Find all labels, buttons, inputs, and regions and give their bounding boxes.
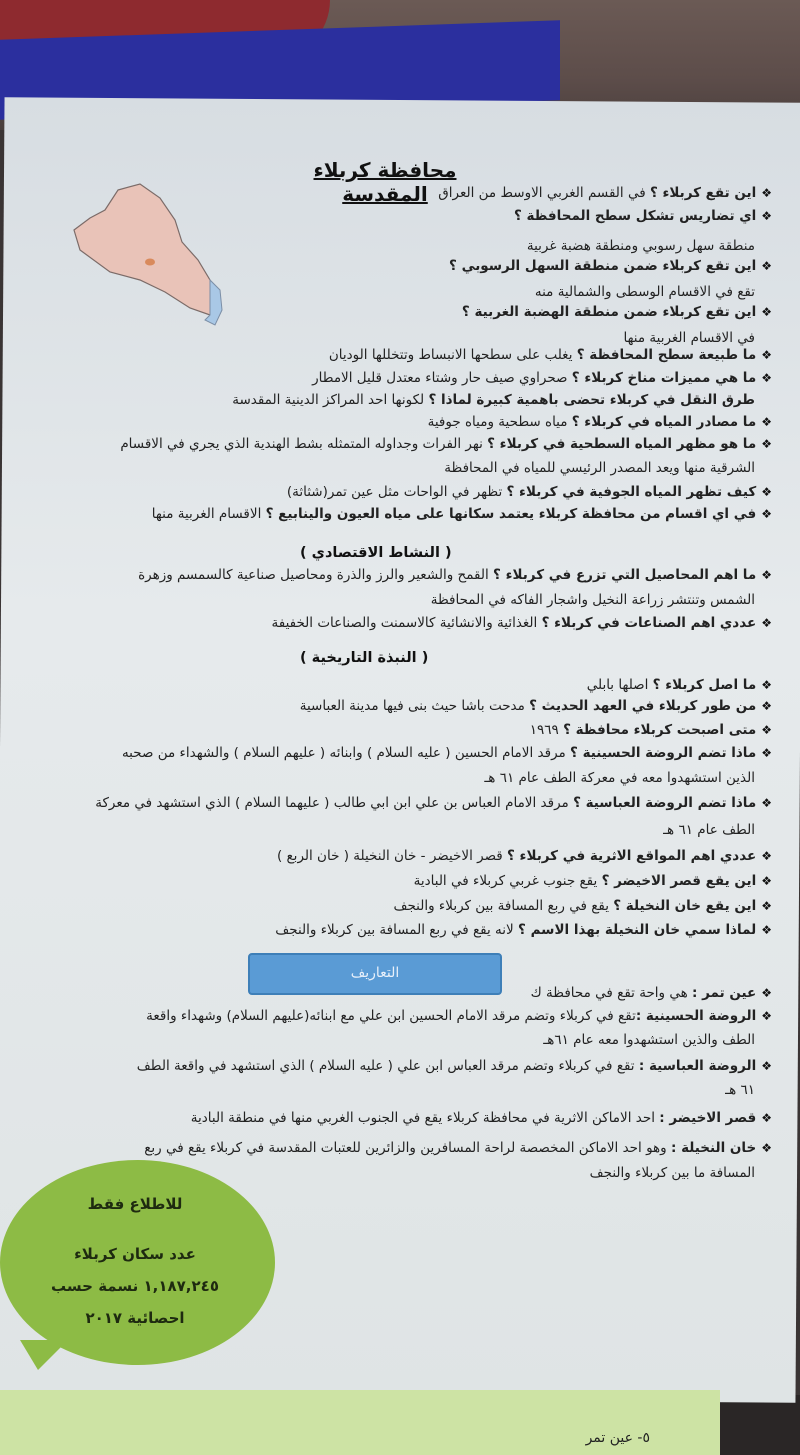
lines-line: [444, 460, 755, 476]
definitions-line: [531, 985, 772, 1001]
question-text: لماذا سمي خان النخيلة بهذا الاسم ؟: [518, 922, 757, 938]
answer-text: الاقسام الغربية منها: [151, 506, 266, 522]
economy-lines-line: [431, 592, 755, 608]
bullet-icon: ❖: [761, 371, 772, 385]
answer-text: تقع في كربلاء وتضم مرقد العباس ابن علي ( عليه السلام ) الذي استشهد في واقعة الطف: [136, 1058, 639, 1074]
bullet-icon: ❖: [761, 1141, 772, 1155]
bullet-icon: ❖: [761, 305, 772, 319]
history-lines-line: [484, 770, 755, 786]
answer-text: المسافة ما بين كربلاء والنجف: [589, 1165, 755, 1181]
answer-text: قصر الاخيضر - خان النخيلة ( خان الربع ): [276, 848, 508, 864]
history-lines-line: [275, 922, 772, 938]
history-lines-line: [414, 873, 772, 889]
history-lines-line: [663, 822, 755, 838]
lines-line: [462, 304, 772, 320]
question-text: كيف تظهر المياه الجوفية في كربلاء ؟: [506, 484, 757, 500]
answer-text: اصلها بابلي: [586, 677, 653, 693]
answer-text: صحراوي صيف حار وشتاء معتدل قليل الامطار: [312, 370, 572, 386]
bubble-line-2: ١,١٨٧,٢٤٥ نسمة حسب: [51, 1277, 219, 1295]
history-lines-line: [530, 722, 772, 738]
question-text: طرق النقل في كربلاء تحضى باهمية كبيرة لماذا ؟: [428, 392, 755, 408]
economy-lines-line: [272, 615, 773, 631]
bullet-icon: ❖: [761, 678, 772, 692]
question-text: خان النخيلة :: [670, 1140, 757, 1156]
bullet-icon: ❖: [761, 507, 772, 521]
question-text: ما مصادر المياه في كربلاء ؟: [571, 414, 757, 430]
history-lines-line: [95, 795, 772, 811]
question-text: قصر الاخيضر :: [659, 1110, 757, 1126]
lines-line: [152, 506, 772, 522]
history-lines-line: [587, 677, 772, 693]
history-lines-line: [393, 898, 772, 914]
section-economy-heading: ( النشاط الاقتصادي ): [300, 545, 452, 561]
bullet-icon: ❖: [761, 616, 772, 630]
bullet-icon: ❖: [761, 348, 772, 362]
question-text: اين تقع كربلاء ضمن منطقة السهل الرسوبي ؟: [449, 258, 757, 274]
history-lines-line: [122, 745, 772, 761]
question-text: ما هي مميزات مناخ كربلاء ؟: [571, 370, 757, 386]
answer-text: مرقد الامام العباس بن علي ابن ابي طالب ( عليهما السلام ) الذي استشهد في معركة: [95, 795, 574, 811]
lines-line: [232, 392, 755, 408]
bullet-icon: ❖: [761, 259, 772, 273]
definitions-button[interactable]: التعاريف: [248, 953, 502, 995]
economy-lines-line: [138, 567, 772, 583]
answer-text: مدحت باشا حيث بنى فيها مدينة العباسية: [299, 698, 530, 714]
bubble-line-1: عدد سكان كربلاء: [74, 1245, 196, 1263]
answer-text: الشمس وتنتشر زراعة النخيل واشجار الفاكه في المحافظة: [430, 592, 755, 608]
answer-text: ٦١ هـ: [725, 1082, 755, 1098]
question-text: الروضة الحسينية :: [635, 1008, 757, 1024]
question-text: اي تضاريس تشكل سطح المحافظة ؟: [513, 208, 757, 224]
definitions-line: [590, 1165, 755, 1181]
bullet-icon: ❖: [761, 874, 772, 888]
question-text: من طور كربلاء في العهد الحديث ؟: [529, 698, 757, 714]
lines-line: [514, 208, 772, 224]
bullet-icon: ❖: [761, 415, 772, 429]
definitions-line: [725, 1082, 755, 1098]
lines-line: [428, 414, 772, 430]
definitions-line: [146, 1008, 772, 1024]
answer-text: وهو احد الاماكن المخصصة لراحة المسافرين والزائرين للعتبات المقدسة في كربلاء يقع في ربع: [144, 1140, 671, 1156]
question-text: الروضة العباسية :: [638, 1058, 757, 1074]
lines-line: [535, 284, 755, 300]
bullet-icon: ❖: [761, 568, 772, 582]
answer-text: يقع جنوب غربي كربلاء في البادية: [413, 873, 602, 889]
next-page-text: ٥- عين تمر: [585, 1430, 650, 1446]
bullet-icon: ❖: [761, 209, 772, 223]
bullet-icon: ❖: [761, 899, 772, 913]
answer-text: في القسم الغربي الاوسط من العراق: [438, 185, 650, 201]
lines-line: [287, 484, 772, 500]
bullet-icon: ❖: [761, 1009, 772, 1023]
bullet-icon: ❖: [761, 699, 772, 713]
answer-text: مياه سطحية ومياه جوفية: [427, 414, 572, 430]
bullet-icon: ❖: [761, 1059, 772, 1073]
answer-text: لانه يقع في ربع المسافة بين كربلاء والنجف: [275, 922, 519, 938]
lines-line: [120, 436, 772, 452]
answer-text: القمح والشعير والرز والذرة ومحاصيل صناعية كالسمسم وزهرة: [138, 567, 494, 583]
bullet-icon: ❖: [761, 186, 772, 200]
bullet-icon: ❖: [761, 923, 772, 937]
answer-text: الشرقية منها ويعد المصدر الرئيسي للمياه في المحافظة: [444, 460, 755, 476]
question-text: اين تقع كربلاء ضمن منطقة الهضبة الغربية ؟: [461, 304, 757, 320]
question-text: ما اصل كربلاء ؟: [652, 677, 757, 693]
lines-line: [527, 238, 755, 254]
question-text: في اي اقسام من محافظة كربلاء يعتمد سكانها على مياه العيون والينابيع ؟: [265, 506, 757, 522]
answer-text: تظهر في الواحات مثل عين تمر(شثاثة): [286, 484, 507, 500]
answer-text: الغذائية والانشائية كالاسمنت والصناعات الخفيفة: [271, 615, 542, 631]
bullet-icon: ❖: [761, 849, 772, 863]
question-text: ماذا تضم الروضة الحسينية ؟: [570, 745, 757, 761]
answer-text: الطف عام ٦١ هـ: [663, 822, 755, 838]
answer-text: الطف والذين استشهدوا معه عام ٦١هـ: [543, 1032, 755, 1048]
definitions-line: [191, 1110, 772, 1126]
lines-line: [623, 330, 755, 346]
answer-text: لكونها احد المراكز الدينية المقدسة: [232, 392, 429, 408]
question-text: ما طبيعة سطح المحافظة ؟: [576, 347, 757, 363]
answer-text: منطقة سهل رسوبي ومنطقة هضبة غربية: [526, 238, 755, 254]
bullet-icon: ❖: [761, 1111, 772, 1125]
page-title: محافظة كربلاء المقدسة: [313, 158, 457, 206]
bubble-line-3: احصائية ٢٠١٧: [85, 1309, 185, 1327]
lines-line: [329, 347, 772, 363]
bullet-icon: ❖: [761, 437, 772, 451]
bullet-icon: ❖: [761, 986, 772, 1000]
question-text: عين تمر :: [692, 985, 757, 1001]
answer-text: ١٩٦٩: [529, 722, 564, 738]
answer-text: نهر الفرات وجداوله المتمثله بشط الهندية الذي يجري في الاقسام: [120, 436, 488, 452]
answer-text: مرقد الامام الحسين ( عليه السلام ) وابنائه ( عليهم السلام ) والشهداء من صحبه: [121, 745, 571, 761]
iraq-map-icon: [70, 180, 225, 330]
definitions-line: [144, 1140, 772, 1156]
answer-text: يغلب على سطحها الانبساط وتتخللها الوديان: [328, 347, 577, 363]
lines-line: [438, 185, 772, 201]
question-text: متى اصبحت كربلاء محافظة ؟: [563, 722, 757, 738]
definitions-line: [137, 1058, 772, 1074]
question-text: عددي اهم الصناعات في كربلاء ؟: [541, 615, 757, 631]
history-lines-line: [300, 698, 772, 714]
lines-line: [449, 258, 772, 274]
answer-text: تقع في الاقسام الوسطى والشمالية منه: [534, 284, 755, 300]
answer-text: هي واحة تقع في محافظة ك: [530, 985, 693, 1001]
bubble-heading: للاطلاع فقط: [87, 1195, 183, 1213]
question-text: ماذا تضم الروضة العباسية ؟: [573, 795, 757, 811]
answer-text: في الاقسام الغربية منها: [623, 330, 755, 346]
definitions-line: [543, 1032, 755, 1048]
lines-line: [312, 370, 772, 386]
answer-text: تقع في كربلاء وتضم مرقد الامام الحسين ابن علي مع ابنائه(عليهم السلام) وشهداء واقعة: [146, 1008, 636, 1024]
question-text: عددي اهم المواقع الاثرية في كربلاء ؟: [507, 848, 757, 864]
section-history-heading: ( النبذة التاريخية ): [300, 650, 429, 666]
info-bubble-tail: [20, 1340, 68, 1370]
question-text: اين تقع كربلاء ؟: [649, 185, 757, 201]
answer-text: يقع في ربع المسافة بين كربلاء والنجف: [393, 898, 614, 914]
question-text: ما هو مظهر المياه السطحية في كربلاء ؟: [487, 436, 757, 452]
answer-text: الذين استشهدوا معه في معركة الطف عام ٦١ هـ: [484, 770, 755, 786]
bullet-icon: ❖: [761, 796, 772, 810]
history-lines-line: [277, 848, 772, 864]
question-text: اين يقع قصر الاخيضر ؟: [601, 873, 757, 889]
bullet-icon: ❖: [761, 723, 772, 737]
bullet-icon: ❖: [761, 746, 772, 760]
question-text: اين يقع خان النخيلة ؟: [613, 898, 757, 914]
question-text: ما اهم المحاصيل التي تزرع في كربلاء ؟: [493, 567, 757, 583]
bullet-icon: ❖: [761, 485, 772, 499]
answer-text: احد الاماكن الاثرية في محافظة كربلاء يقع في الجنوب الغربي منها في منطقة البادية: [190, 1110, 660, 1126]
